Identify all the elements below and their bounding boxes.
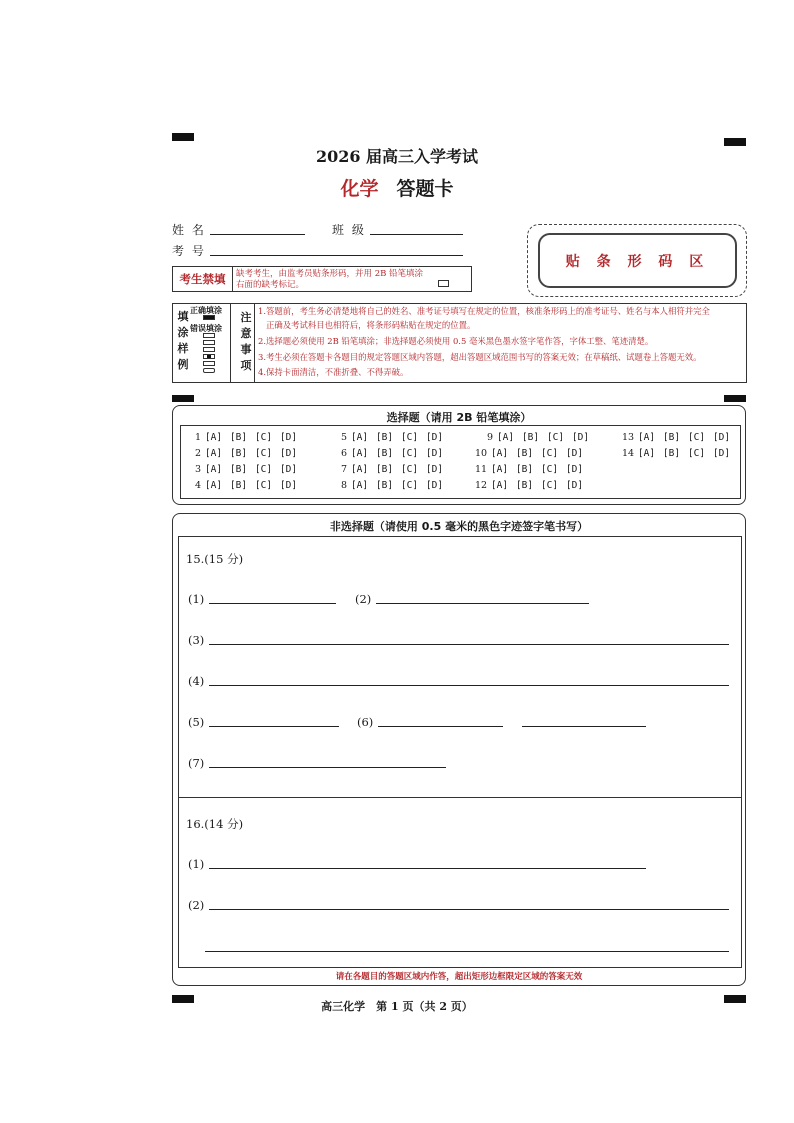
mc-option-bubble[interactable]: [C] <box>540 480 559 491</box>
mc-option-bubble[interactable]: [C] <box>687 432 706 443</box>
mc-option-bubble[interactable]: [C] <box>400 448 419 459</box>
name-label: 姓 名 <box>172 223 206 237</box>
q15-part-6-answer-b[interactable] <box>522 726 646 727</box>
mc-option-bubble[interactable]: [A] <box>350 480 369 491</box>
absent-label: 考生禁填 <box>173 267 233 291</box>
answer-area-warning: 请在各题目的答题区域内作答，超出矩形边框限定区域的答案无效 <box>335 972 583 982</box>
q15-part-7-answer[interactable] <box>209 767 446 768</box>
mc-option-bubble[interactable]: [A] <box>637 448 656 459</box>
mc-question-number: 2 <box>194 448 201 459</box>
mc-option-bubble[interactable]: [A] <box>637 432 656 443</box>
subject-title: 化学 <box>340 178 379 200</box>
mc-question-2 <box>189 448 301 459</box>
mc-option-bubble[interactable]: [A] <box>490 448 509 459</box>
mc-option-bubble[interactable]: [C] <box>546 432 565 443</box>
q15-part-5-answer[interactable] <box>209 726 339 727</box>
wrong-fill-label: 错误填涂 <box>190 324 222 333</box>
multiple-choice-title: 选择题（请用 2B 铅笔填涂） <box>386 411 532 424</box>
mc-question-number: 14 <box>622 448 635 459</box>
exam-title: 2026 届高三入学考试 <box>315 147 479 166</box>
mc-question-11 <box>475 464 587 475</box>
class-field[interactable] <box>370 234 463 235</box>
absent-box <box>172 266 472 292</box>
notes-heading: 注 意 事 项 <box>240 311 252 372</box>
mc-option-bubble[interactable]: [C] <box>400 432 419 443</box>
mc-option-bubble[interactable]: [D] <box>279 464 298 475</box>
correct-fill-mark <box>203 315 215 320</box>
mc-option-bubble[interactable]: [B] <box>375 432 394 443</box>
q16-part-2-answer-line-1[interactable] <box>209 909 729 910</box>
absent-text <box>233 267 471 291</box>
mc-question-number: 3 <box>194 464 201 475</box>
mc-question-number: 6 <box>340 448 347 459</box>
mc-option-bubble[interactable]: [A] <box>204 448 223 459</box>
fill-sample-heading: 填 涂 样 例 <box>177 310 189 371</box>
mc-question-3 <box>189 464 301 475</box>
wrong-fill-mark-3 <box>203 347 215 352</box>
page-footer: 高三化学 第 1 页（共 2 页） <box>321 1000 473 1013</box>
mc-option-bubble[interactable]: [D] <box>565 448 584 459</box>
q15-part-4-label: (4) <box>188 674 205 688</box>
note-line-3: 3.考生必须在答题卡各题目的规定答题区域内答题，超出答题区域范围书写的答案无效；在草稿纸、试题卷上答题无效。 <box>258 352 702 362</box>
mc-option-bubble[interactable]: [B] <box>662 448 681 459</box>
q16-part-2-label: (2) <box>188 898 205 912</box>
mc-option-bubble[interactable]: [D] <box>712 448 731 459</box>
note-line-1-cont: 正确及考试科目也相符后，将条形码粘贴在规定的位置。 <box>266 320 476 330</box>
wrong-fill-mark-2 <box>203 340 215 345</box>
note-line-1: 1.答题前，考生务必清楚地将自己的姓名、准考证号填写在规定的位置，核准条形码上的准考证号、姓名与本人相符并完全 <box>258 306 710 316</box>
absent-checkbox[interactable] <box>438 280 449 287</box>
mc-option-bubble[interactable]: [B] <box>662 432 681 443</box>
wrong-fill-mark-6 <box>203 368 215 373</box>
mc-question-1 <box>189 432 301 443</box>
mc-option-bubble[interactable]: [B] <box>515 464 534 475</box>
question-16-heading: 16.(14 分) <box>186 817 244 831</box>
mc-question-9 <box>481 432 593 443</box>
q16-part-2-answer-line-2[interactable] <box>205 951 729 952</box>
mc-option-bubble[interactable]: [C] <box>254 432 273 443</box>
mc-option-bubble[interactable]: [C] <box>540 448 559 459</box>
mc-question-number: 7 <box>340 464 347 475</box>
q15-part-2-answer[interactable] <box>376 603 589 604</box>
mc-option-bubble[interactable]: [C] <box>400 464 419 475</box>
mc-option-bubble[interactable]: [B] <box>229 448 248 459</box>
card-title <box>0 174 794 201</box>
question-15-area <box>178 536 742 798</box>
q15-part-7-label: (7) <box>188 756 205 770</box>
mc-option-bubble[interactable]: [A] <box>490 464 509 475</box>
q15-part-3-answer[interactable] <box>209 644 729 645</box>
note-line-2: 2.选择题必须使用 2B 铅笔填涂；非选择题必须使用 0.5 毫米黑色墨水签字笔作答，字体工整、笔迹清楚。 <box>258 336 654 346</box>
mc-question-7 <box>335 464 447 475</box>
q15-part-3-label: (3) <box>188 633 205 647</box>
position-mark-mid-right <box>724 395 746 402</box>
q15-part-1-answer[interactable] <box>209 603 336 604</box>
mc-question-number: 12 <box>475 480 488 491</box>
mc-question-4 <box>189 480 301 491</box>
q15-part-6-answer-a[interactable] <box>378 726 503 727</box>
mc-option-bubble[interactable]: [B] <box>375 448 394 459</box>
mc-question-number: 1 <box>194 432 201 443</box>
q15-part-5-label: (5) <box>188 715 205 729</box>
question-15-heading: 15.(15 分) <box>186 552 244 566</box>
mc-option-bubble[interactable]: [A] <box>204 464 223 475</box>
mc-question-number: 10 <box>475 448 488 459</box>
mc-question-14 <box>622 448 734 459</box>
mc-question-number: 9 <box>486 432 493 443</box>
mc-option-bubble[interactable]: [D] <box>425 480 444 491</box>
mc-question-number: 13 <box>622 432 635 443</box>
mc-option-bubble[interactable]: [A] <box>204 480 223 491</box>
mc-option-bubble[interactable]: [C] <box>254 448 273 459</box>
mc-option-bubble[interactable]: [B] <box>521 432 540 443</box>
q15-part-4-answer[interactable] <box>209 685 729 686</box>
mc-option-bubble[interactable]: [D] <box>279 480 298 491</box>
mc-option-bubble[interactable]: [D] <box>565 464 584 475</box>
mc-option-bubble[interactable]: [A] <box>350 432 369 443</box>
question-16-area <box>178 798 742 968</box>
mc-option-bubble[interactable]: [D] <box>279 432 298 443</box>
mc-option-bubble[interactable]: [D] <box>565 480 584 491</box>
class-label: 班 级 <box>332 223 366 237</box>
q16-part-1-label: (1) <box>188 857 205 871</box>
mc-option-bubble[interactable]: [C] <box>540 464 559 475</box>
mc-option-bubble[interactable]: [C] <box>687 448 706 459</box>
wrong-fill-mark-4 <box>203 354 215 359</box>
mc-option-bubble[interactable]: [D] <box>571 432 590 443</box>
mc-option-bubble[interactable]: [A] <box>496 432 515 443</box>
mc-question-12 <box>475 480 587 491</box>
mc-option-bubble[interactable]: [C] <box>400 480 419 491</box>
position-mark-mid-left <box>172 395 194 402</box>
mc-question-number: 11 <box>475 464 488 475</box>
mc-option-bubble[interactable]: [D] <box>425 448 444 459</box>
mc-question-number: 8 <box>340 480 347 491</box>
mc-option-bubble[interactable]: [B] <box>375 480 394 491</box>
mc-question-6 <box>335 448 447 459</box>
mc-option-bubble[interactable]: [C] <box>254 480 273 491</box>
absent-instructions: 缺考考生，由监考员贴条形码，并用 2B 铅笔填涂右面的缺考标记。 <box>236 269 424 290</box>
mc-question-13 <box>622 432 734 443</box>
mc-question-number: 5 <box>340 432 347 443</box>
mc-question-10 <box>475 448 587 459</box>
card-name: 答题卡 <box>396 178 454 200</box>
mc-option-bubble[interactable]: [B] <box>515 448 534 459</box>
mc-option-bubble[interactable]: [B] <box>229 464 248 475</box>
mc-option-bubble[interactable]: [A] <box>490 480 509 491</box>
note-line-4: 4.保持卡面清洁，不准折叠、不得弄破。 <box>258 367 409 377</box>
mc-option-bubble[interactable]: [A] <box>350 448 369 459</box>
free-response-title: 非选择题（请使用 0.5 毫米的黑色字迹签字笔书写） <box>329 520 589 533</box>
mc-option-bubble[interactable]: [D] <box>712 432 731 443</box>
wrong-fill-mark-5 <box>203 361 215 366</box>
mc-option-bubble[interactable]: [B] <box>375 464 394 475</box>
mc-option-bubble[interactable]: [D] <box>279 448 298 459</box>
barcode-area: 贴 条 形 码 区 <box>538 233 737 288</box>
position-mark-top-left <box>172 133 194 141</box>
mc-question-number: 4 <box>194 480 201 491</box>
correct-fill-label: 正确填涂 <box>190 306 222 315</box>
mc-option-bubble[interactable]: [A] <box>204 432 223 443</box>
q15-part-6-label: (6) <box>357 715 374 729</box>
mc-option-bubble[interactable]: [B] <box>515 480 534 491</box>
mc-option-bubble[interactable]: [B] <box>229 480 248 491</box>
name-field[interactable] <box>210 234 305 235</box>
mc-option-bubble[interactable]: [D] <box>425 432 444 443</box>
q15-part-1-label: (1) <box>188 592 205 606</box>
mc-question-5 <box>335 432 447 443</box>
mc-question-8 <box>335 480 447 491</box>
mc-option-bubble[interactable]: [C] <box>254 464 273 475</box>
q15-part-2-label: (2) <box>355 592 372 606</box>
q16-part-1-answer[interactable] <box>209 868 646 869</box>
mc-option-bubble[interactable]: [A] <box>350 464 369 475</box>
wrong-fill-mark-1 <box>203 333 215 338</box>
mc-option-bubble[interactable]: [D] <box>425 464 444 475</box>
id-label: 考 号 <box>172 244 206 258</box>
id-field[interactable] <box>210 255 463 256</box>
mc-option-bubble[interactable]: [B] <box>229 432 248 443</box>
